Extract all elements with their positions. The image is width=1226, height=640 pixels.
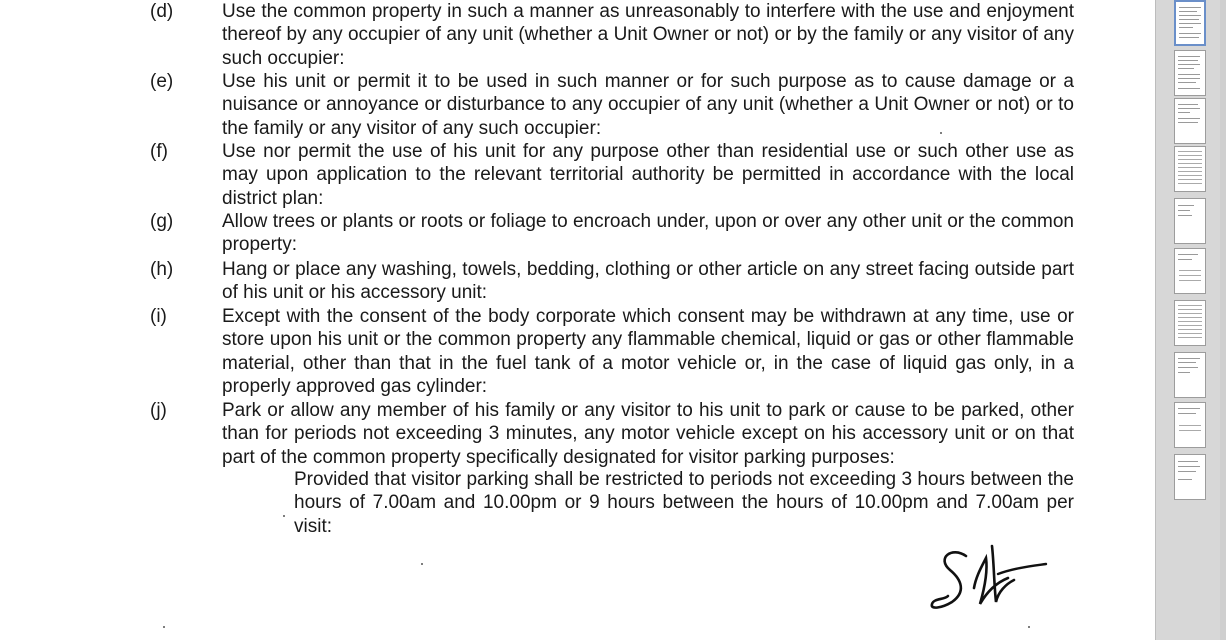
scan-speck bbox=[283, 515, 285, 517]
clause-text: Hang or place any washing, towels, bedding, clothing or other article on any street facing outside part of his unit or his accessory unit: bbox=[222, 259, 1074, 304]
page-thumbnail[interactable] bbox=[1174, 98, 1206, 144]
clause-text: Use nor permit the use of his unit for any purpose other than residential use or such other use as may upon application to the relevant territorial authority be permitted in accordance with the local district plan: bbox=[222, 141, 1074, 209]
page-thumbnail[interactable] bbox=[1174, 0, 1206, 46]
clause-label: (i) bbox=[150, 306, 167, 327]
page-thumbnail-strip[interactable] bbox=[1155, 0, 1226, 640]
clause-text: Except with the consent of the body corporate which consent may be withdrawn at any time, use or store upon his unit or the common property any flammable chemical, liquid or gas or other flammable material, other than that in the fuel tank of a motor vehicle or, in the case of liquid gas only, in a properly approved gas cylinder: bbox=[222, 306, 1074, 397]
clause-text: Use the common property in such a manner as unreasonably to interfere with the use and enjoyment thereof by any occupier of any unit (whether a Unit Owner or not) or by the family or any visitor of any such occupier: bbox=[222, 1, 1074, 69]
clause-label: (g) bbox=[150, 211, 174, 232]
clause-label: (d) bbox=[150, 1, 174, 22]
page-thumbnail[interactable] bbox=[1174, 402, 1206, 448]
clause-label: (h) bbox=[150, 259, 174, 280]
visitor-parking-proviso: Provided that visitor parking shall be restricted to periods not exceeding 3 hours between the hours of 7.00am and 10.00pm or 9 hours between the hours of 10.00pm and 7.00am per visit: bbox=[294, 469, 1074, 537]
scan-speck bbox=[163, 626, 165, 628]
thumbnail-scrollbar[interactable] bbox=[1220, 0, 1226, 640]
clause-text: Allow trees or plants or roots or foliage to encroach under, upon or over any other unit or the common property: bbox=[222, 211, 1074, 256]
scan-speck bbox=[940, 132, 942, 134]
page-thumbnail[interactable] bbox=[1174, 352, 1206, 398]
page-thumbnail[interactable] bbox=[1174, 146, 1206, 192]
scan-speck bbox=[421, 563, 423, 565]
page-thumbnail[interactable] bbox=[1174, 50, 1206, 96]
page-thumbnail[interactable] bbox=[1174, 248, 1206, 294]
clause-label: (e) bbox=[150, 71, 174, 92]
clause-text: Use his unit or permit it to be used in such manner or for such purpose as to cause damage or a nuisance or annoyance or disturbance to any occupier of any unit (whether a Unit Owner or not) or to the family or any visitor of any such occupier: bbox=[222, 71, 1074, 139]
scan-speck bbox=[1028, 626, 1030, 628]
page-thumbnail[interactable] bbox=[1174, 454, 1206, 500]
handwritten-signature bbox=[922, 538, 1052, 616]
clause-text: Park or allow any member of his family or any visitor to his unit to park or cause to be parked, other than for periods not exceeding 3 minutes, any motor vehicle except on his accessory unit or on that part of the common property specifically designated for visitor parking purposes: bbox=[222, 400, 1074, 468]
clause-label: (f) bbox=[150, 141, 168, 162]
clause-label: (j) bbox=[150, 400, 167, 421]
page-thumbnail[interactable] bbox=[1174, 198, 1206, 244]
page-thumbnail[interactable] bbox=[1174, 300, 1206, 346]
